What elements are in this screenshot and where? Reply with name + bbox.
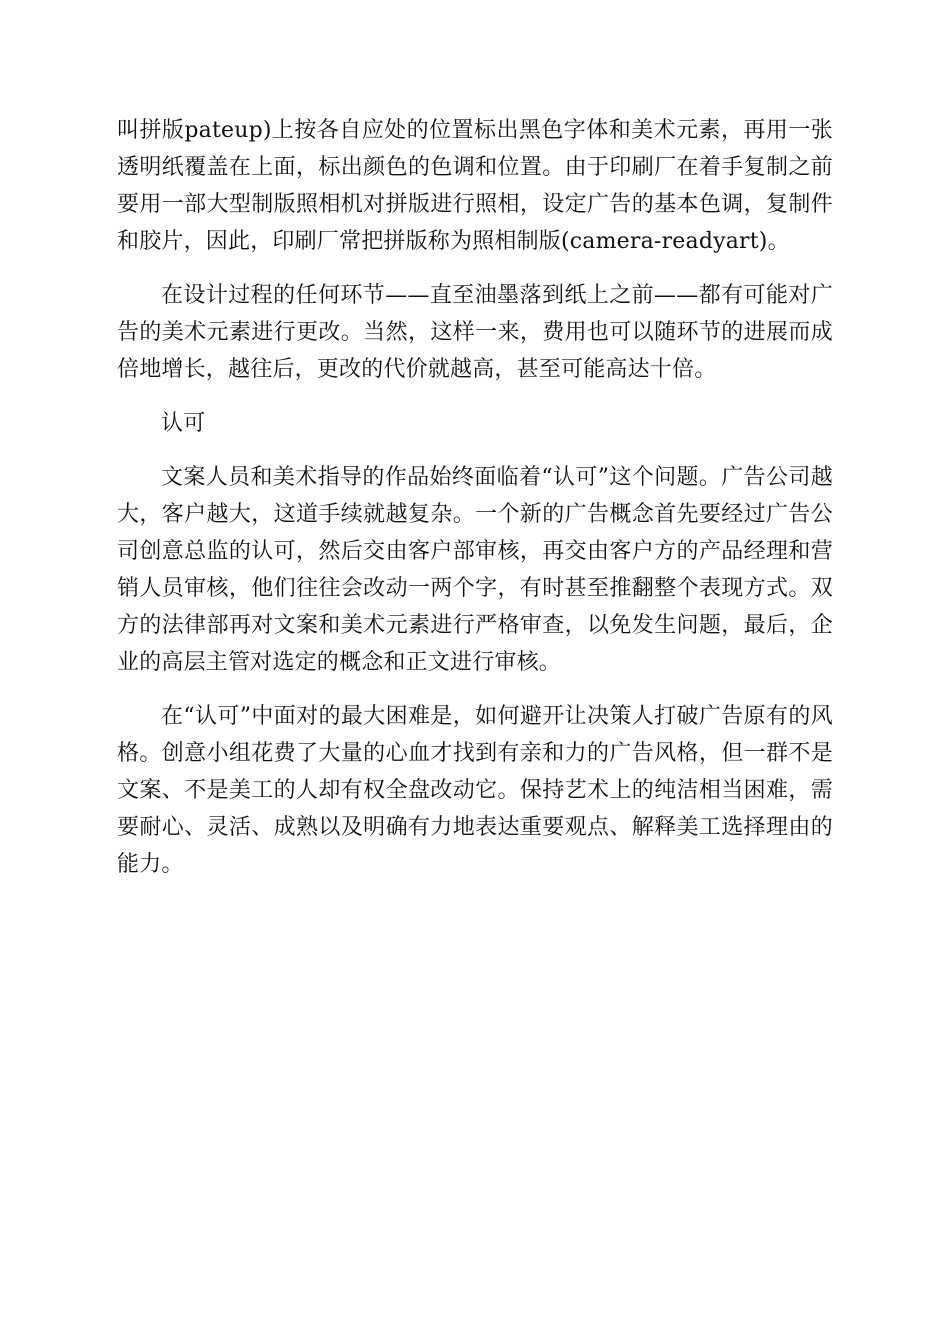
- paragraph-approval-difficulty: 在“认可”中面对的最大困难是，如何避开让决策人打破广告原有的风格。创意小组花费了大量的心血才找到有亲和力的广告风格，但一群不是文案、不是美工的人却有权全盘改动它。保持艺术上的纯洁相当困难，需要耐心、灵活、成熟以及明确有力地表达重要观点、解释美工选择理由的能力。: [117, 704, 833, 877]
- paragraph-approval-process: 文案人员和美术指导的作品始终面临着“认可”这个问题。广告公司越大，客户越大，这道手续就越复杂。一个新的广告概念首先要经过广告公司创意总监的认可，然后交由客户部审核，再交由客户方的产品经理和营销人员审核，他们往往会改动一两个字，有时甚至推翻整个表现方式。双方的法律部再对文案和美术元素进行严格审查，以免发生问题，最后，企业的高层主管对选定的概念和正文进行审核。: [117, 465, 833, 675]
- paragraph-continuation: 叫拼版pateup)上按各自应处的位置标出黑色字体和美术元素，再用一张透明纸覆盖在上面，标出颜色的色调和位置。由于印刷厂在着手复制之前要用一部大型制版照相机对拼版进行照相，设定广告的基本色调，复制件和胶片，因此，印刷厂常把拼版称为照相制版(camera-readyart)。: [117, 118, 833, 254]
- section-heading-approval: 认可: [161, 411, 206, 436]
- document-body: [117, 112, 833, 883]
- paragraph-design-changes: 在设计过程的任何环节——直至油墨落到纸上之前——都有可能对广告的美术元素进行更改。当然，这样一来，费用也可以随环节的进展而成倍地增长，越往后，更改的代价就越高，甚至可能高达十倍。: [117, 283, 833, 382]
